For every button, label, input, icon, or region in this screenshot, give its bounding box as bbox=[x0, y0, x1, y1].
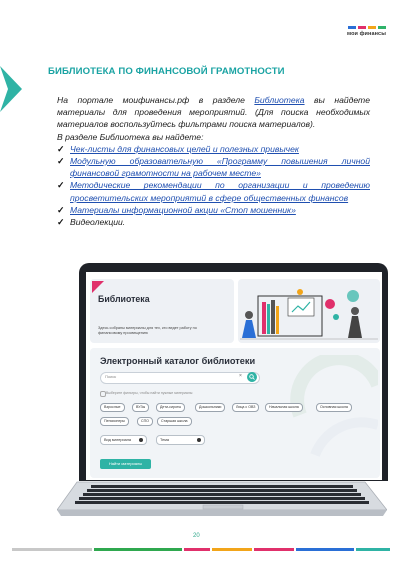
dropdown-indicator-icon bbox=[197, 438, 201, 442]
banner-subtitle: Здесь собраны материалы для тех, кто ведет работу по финансовому просвещению bbox=[98, 326, 197, 335]
filter-hint: Выберите фильтры, чтобы найти нужные материалы bbox=[106, 391, 193, 395]
footer-bar bbox=[254, 548, 294, 551]
clear-icon[interactable]: × bbox=[239, 373, 242, 379]
filter-chip[interactable]: ВУЗы bbox=[132, 403, 149, 412]
dropdown-label: Тема bbox=[160, 438, 169, 442]
brand-bar bbox=[358, 26, 366, 29]
search-button[interactable] bbox=[247, 372, 257, 382]
brand-bar bbox=[348, 26, 356, 29]
list-item bbox=[57, 143, 370, 155]
list-item bbox=[57, 216, 370, 228]
search-icon bbox=[249, 374, 255, 380]
content-body bbox=[57, 94, 370, 228]
footer-bar bbox=[356, 548, 390, 551]
catalog-title: Электронный каталог библиотеки bbox=[100, 356, 256, 366]
intro-text: вы найдете материалы для проведения мероприятий. (Для поиска необходимых материалов воспользуйтесь фильтрами поиска материалов). bbox=[57, 95, 370, 130]
search-placeholder: Поиск bbox=[105, 374, 117, 379]
dropdown-indicator-icon bbox=[139, 438, 143, 442]
material-link[interactable]: Материалы информационной акции «Стоп мошенник» bbox=[70, 204, 296, 215]
dropdown-label: Вид материала bbox=[104, 438, 132, 442]
decorative-arrow-icon bbox=[0, 66, 22, 112]
intro-text: На портале моифинансы.рф в разделе bbox=[57, 95, 255, 105]
section-title: БИБЛИОТЕКА ПО ФИНАНСОВОЙ ГРАМОТНОСТИ bbox=[48, 66, 285, 77]
filter-chip[interactable]: Начальная школа bbox=[265, 403, 303, 412]
checkmark-icon: ✓ bbox=[57, 217, 65, 228]
intro-paragraph bbox=[57, 94, 370, 131]
filter-chip[interactable]: Дошкольники bbox=[195, 403, 225, 412]
material-type-dropdown[interactable] bbox=[100, 435, 147, 445]
page-number: 20 bbox=[193, 533, 200, 539]
checkmark-icon: ✓ bbox=[57, 143, 65, 154]
laptop-keyboard-base bbox=[57, 480, 387, 520]
search-input[interactable] bbox=[100, 372, 260, 384]
filter-chip[interactable]: Пенсионеры bbox=[100, 417, 129, 426]
checkmark-icon: ✓ bbox=[57, 180, 65, 191]
topic-dropdown[interactable] bbox=[156, 435, 205, 445]
find-materials-button[interactable]: Найти материалы bbox=[100, 459, 151, 469]
brand-color-bars bbox=[336, 26, 386, 29]
list-item bbox=[57, 204, 370, 216]
filter-chip[interactable]: Взрослые bbox=[100, 403, 125, 412]
library-link[interactable]: Библиотека bbox=[254, 95, 305, 105]
footer-bar bbox=[12, 548, 92, 551]
decorative-arcs bbox=[290, 355, 378, 475]
checkmark-icon: ✓ bbox=[57, 204, 65, 215]
filter-chip[interactable]: Старшая школа bbox=[157, 417, 192, 426]
filter-chip[interactable]: Основная школа bbox=[316, 403, 352, 412]
filter-chip[interactable]: Дети-сироты bbox=[156, 403, 185, 412]
footer-bar bbox=[184, 548, 210, 551]
filter-chip[interactable]: СПО bbox=[137, 417, 153, 426]
brand-bar bbox=[378, 26, 386, 29]
filter-chip[interactable]: Лица с ОВЗ bbox=[232, 403, 259, 412]
list-item bbox=[57, 179, 370, 203]
brand-bar bbox=[368, 26, 376, 29]
brand-logo bbox=[336, 26, 386, 37]
reading-people-illustration bbox=[240, 282, 378, 342]
banner-title: Библиотека bbox=[98, 294, 150, 304]
footer-bar bbox=[296, 548, 354, 551]
materials-list bbox=[57, 143, 370, 228]
brand-name: мои финансы bbox=[346, 31, 386, 37]
material-link[interactable]: Методические рекомендации по организации и проведению просветительских мероприятий в сфере общественных финансов bbox=[70, 180, 370, 203]
pink-shape-icon bbox=[92, 281, 104, 293]
list-heading: В разделе Библиотека вы найдете: bbox=[57, 131, 204, 142]
material-link[interactable]: Модульную образовательную «Программу повышения личной финансовой грамотности на рабочем месте» bbox=[70, 156, 370, 179]
footer-bar bbox=[94, 548, 182, 551]
list-item bbox=[57, 155, 370, 179]
checkmark-icon: ✓ bbox=[57, 156, 65, 167]
material-link[interactable]: Чек-листы для финансовых целей и полезных привычек bbox=[70, 143, 299, 154]
material-text: Видеолекции. bbox=[70, 217, 126, 228]
footer-bar bbox=[212, 548, 252, 551]
